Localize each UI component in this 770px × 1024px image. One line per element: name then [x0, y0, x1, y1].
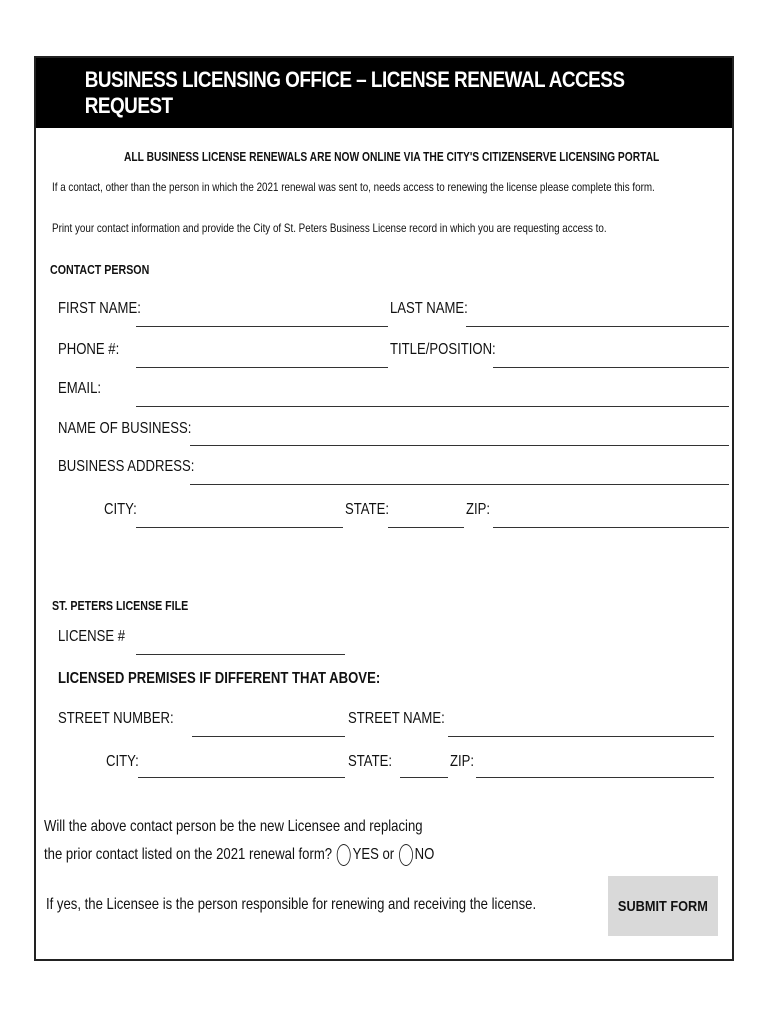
first-name-label: FIRST NAME: [58, 300, 141, 317]
business-address-field[interactable] [190, 484, 729, 485]
premises-state-label: STATE: [348, 753, 392, 770]
street-name-field[interactable] [448, 736, 714, 737]
premises-zip-field[interactable] [476, 777, 714, 778]
license-renewal-form [34, 56, 734, 961]
licensee-responsibility-note: If yes, the Licensee is the person responsible for renewing and receiving the license. [46, 896, 537, 913]
city-field[interactable] [136, 527, 343, 528]
state-field[interactable] [388, 527, 464, 528]
premises-city-label: CITY: [106, 753, 139, 770]
business-name-field[interactable] [190, 445, 729, 446]
licensee-question-line-2: the prior contact listed on the 2021 renewal form? YES or NO [44, 844, 520, 866]
zip-field[interactable] [493, 527, 729, 528]
premises-city-field[interactable] [138, 777, 345, 778]
state-label: STATE: [345, 501, 389, 518]
street-number-field[interactable] [192, 736, 345, 737]
or-label: or [382, 846, 395, 864]
licensed-premises-heading: LICENSED PREMISES IF DIFFERENT THAT ABOVE: [58, 670, 381, 687]
intro-text-1: If a contact, other than the person in which the 2021 renewal was sent to, needs access to renewing the license please complete this form. [52, 180, 655, 194]
no-radio[interactable] [399, 844, 413, 866]
form-header [36, 58, 732, 128]
contact-person-heading: CONTACT PERSON [50, 262, 150, 277]
business-address-label: BUSINESS ADDRESS: [58, 458, 195, 475]
licensee-question-line-1: Will the above contact person be the new Licensee and replacing [44, 818, 423, 835]
zip-label: ZIP: [466, 501, 491, 518]
online-notice: ALL BUSINESS LICENSE RENEWALS ARE NOW ONLINE VIA THE CITY'S CITIZENSERVE LICENSING PORTAL [124, 150, 660, 164]
premises-zip-label: ZIP: [450, 753, 475, 770]
city-label: CITY: [104, 501, 137, 518]
license-number-label: LICENSE # [58, 628, 126, 645]
title-position-field[interactable] [493, 367, 729, 368]
license-file-heading: ST. PETERS LICENSE FILE [52, 598, 189, 613]
yes-radio[interactable] [337, 844, 351, 866]
license-number-field[interactable] [136, 654, 345, 655]
yes-label: YES [352, 846, 379, 864]
street-name-label: STREET NAME: [348, 710, 445, 727]
no-label: NO [414, 846, 435, 864]
first-name-field[interactable] [136, 326, 388, 327]
phone-label: PHONE #: [58, 341, 120, 358]
title-position-label: TITLE/POSITION: [390, 341, 496, 358]
phone-field[interactable] [136, 367, 388, 368]
last-name-label: LAST NAME: [390, 300, 468, 317]
business-name-label: NAME OF BUSINESS: [58, 420, 192, 437]
premises-state-field[interactable] [400, 777, 448, 778]
last-name-field[interactable] [466, 326, 729, 327]
street-number-label: STREET NUMBER: [58, 710, 174, 727]
form-title: BUSINESS LICENSING OFFICE – LICENSE RENEWAL ACCESS REQUEST [84, 67, 625, 118]
email-label: EMAIL: [58, 380, 102, 397]
submit-form-button[interactable]: SUBMIT FORM [608, 876, 718, 936]
email-field[interactable] [136, 406, 729, 407]
intro-text-2: Print your contact information and provide the City of St. Peters Business License record in which you are requesting access to. [52, 221, 607, 235]
